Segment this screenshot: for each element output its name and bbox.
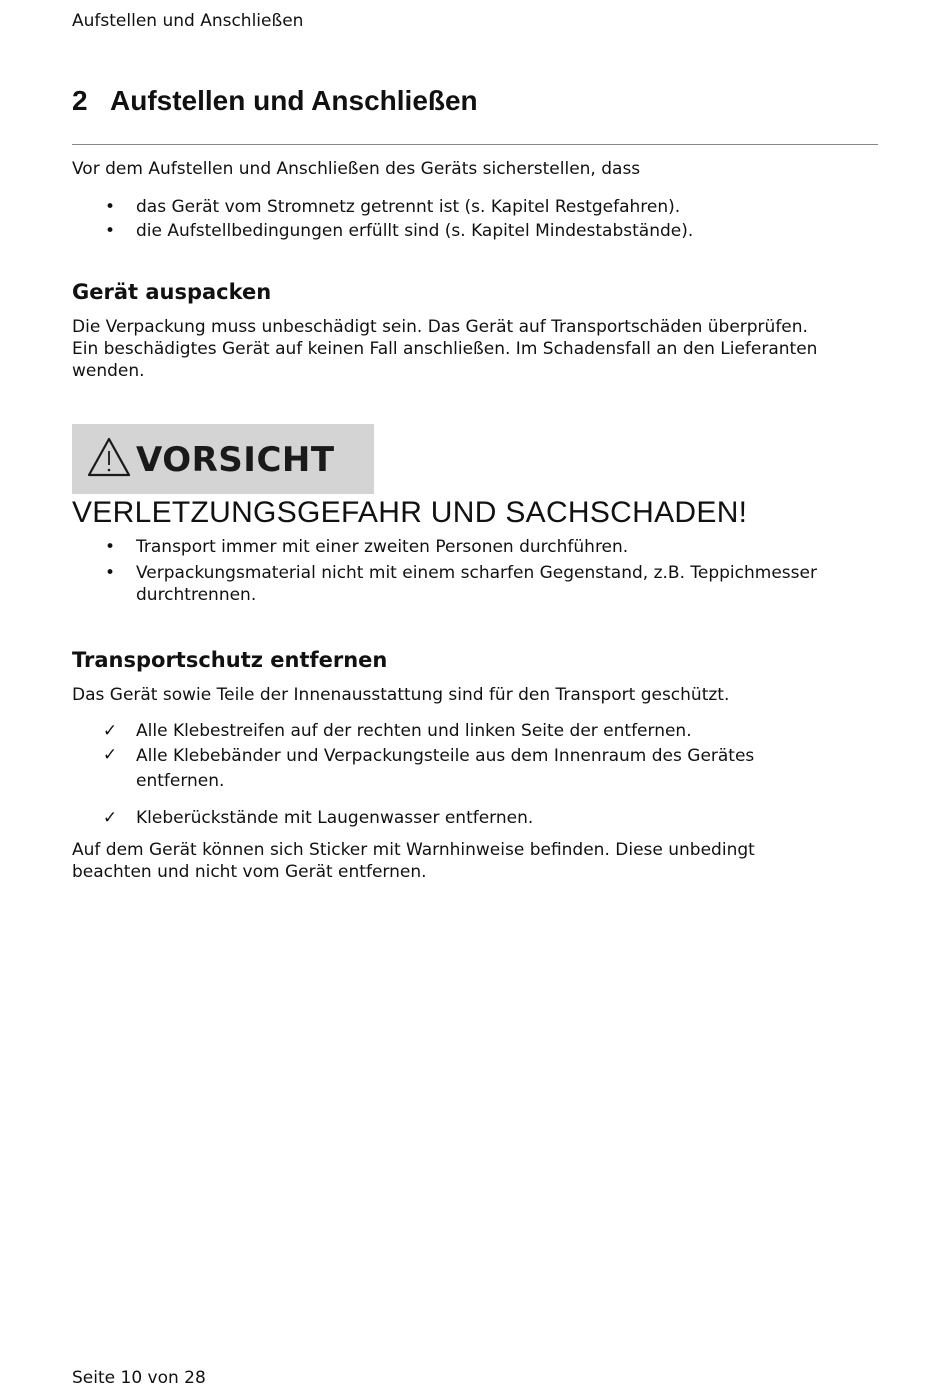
list-item-line: Verpackungsmaterial nicht mit einem scharfen Gegenstand, z.B. Teppichmesser (136, 563, 817, 583)
intro-paragraph: Vor dem Aufstellen und Anschließen des Geräts sicherstellen, dass (72, 159, 641, 179)
running-header: Aufstellen und Anschließen (72, 11, 304, 31)
list-item-text: die Aufstellbedingungen erfüllt sind (s. Kapitel Mindestabstände). (136, 221, 694, 241)
list-item-text: das Gerät vom Stromnetz getrennt ist (s. Kapitel Restgefahren). (136, 197, 681, 217)
section-heading-transport: Transportschutz entfernen (72, 648, 388, 672)
chapter-title-text: Aufstellen und Anschließen (110, 85, 478, 116)
list-item-line: durchtrennen. (136, 585, 257, 605)
paragraph-line: Auf dem Gerät können sich Sticker mit Warnhinweise befinden. Diese unbedingt (72, 840, 755, 860)
list-item-text (136, 562, 878, 606)
bullet-icon: • (104, 221, 116, 241)
list-item-text (136, 744, 878, 794)
paragraph-line: beachten und nicht vom Gerät entfernen. (72, 862, 427, 882)
paragraph-line: Ein beschädigtes Gerät auf keinen Fall anschließen. Im Schadensfall an den Lieferanten (72, 339, 818, 359)
chapter-number: 2 (72, 85, 88, 116)
warning-box (72, 424, 374, 494)
checkmark-icon: ✓ (102, 721, 118, 741)
chapter-title (72, 85, 478, 117)
list-item-text: Kleberückstände mit Laugenwasser entfernen. (136, 808, 534, 828)
checkmark-icon: ✓ (102, 745, 118, 765)
list-item-text: Transport immer mit einer zweiten Personen durchführen. (136, 537, 629, 557)
title-divider (72, 144, 878, 145)
warning-label: VORSICHT (136, 440, 335, 480)
list-item-text: Alle Klebestreifen auf der rechten und linken Seite der entfernen. (136, 721, 692, 741)
checklist-item (72, 744, 878, 794)
section-heading-unpack: Gerät auspacken (72, 280, 272, 304)
unpack-paragraph (72, 316, 878, 382)
paragraph-line: wenden. (72, 361, 145, 381)
note-paragraph (72, 839, 878, 883)
bullet-icon: • (104, 197, 116, 217)
checkmark-icon: ✓ (102, 808, 118, 828)
list-item (72, 562, 878, 606)
list-item-line: Alle Klebebänder und Verpackungsteile aus dem Innenraum des Gerätes (136, 746, 755, 766)
warning-triangle-icon (87, 437, 131, 477)
transport-paragraph: Das Gerät sowie Teile der Innenausstattung sind für den Transport geschützt. (72, 685, 730, 705)
bullet-icon: • (104, 563, 116, 583)
paragraph-line: Die Verpackung muss unbeschädigt sein. Das Gerät auf Transportschäden überprüfen. (72, 317, 808, 337)
bullet-icon: • (104, 537, 116, 557)
warning-heading: VERLETZUNGSGEFAHR UND SACHSCHADEN! (72, 496, 748, 529)
page-number: Seite 10 von 28 (72, 1368, 206, 1388)
list-item-line: entfernen. (136, 771, 225, 791)
